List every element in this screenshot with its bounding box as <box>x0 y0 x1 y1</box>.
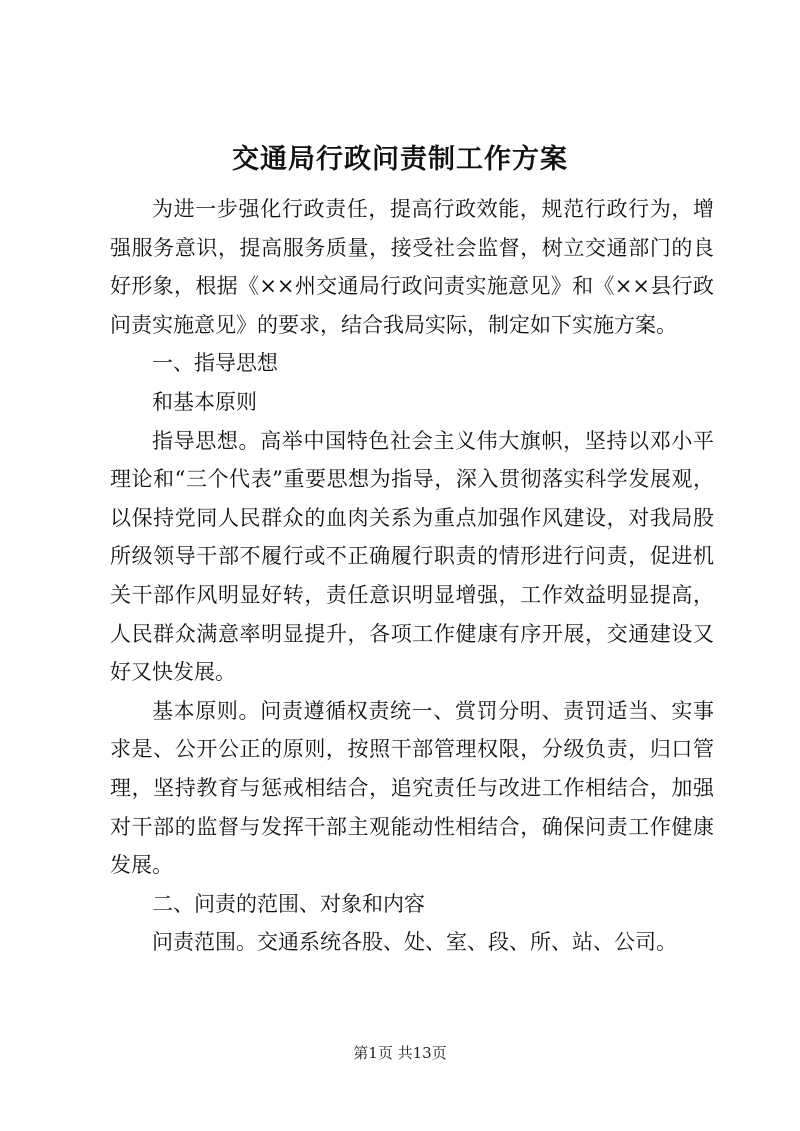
document-body <box>110 190 714 962</box>
intro-paragraph: 为进一步强化行政责任，提高行政效能，规范行政行为，增强服务意识，提高服务质量，接受社会监督，树立交通部门的良好形象，根据《××州交通局行政问责实施意见》和《××县行政问责实施意见》的要求，结合我局实际，制定如下实施方案。 <box>110 197 714 337</box>
scope-paragraph: 问责范围。交通系统各股、处、室、段、所、站、公司。 <box>152 930 677 955</box>
guiding-thought-paragraph: 指导思想。高举中国特色社会主义伟大旗帜，坚持以邓小平理论和“三个代表”重要思想为指导，深入贯彻落实科学发展观，以保持党同人民群众的血肉关系为重点加强作风建设，对我局股所级领导干部不履行或不正确履行职责的情形进行问责，促进机关干部作风明显好转，责任意识明显增强，工作效益明显提高，人民群众满意率明显提升，各项工作健康有序开展，交通建设又好又快发展。 <box>110 428 714 685</box>
document-title: 交通局行政问责制工作方案 <box>232 144 568 175</box>
section-heading-1-continued: 和基本原则 <box>152 389 257 414</box>
section-heading-2: 二、问责的范围、对象和内容 <box>152 891 425 916</box>
basic-principles-paragraph: 基本原则。问责遵循权责统一、赏罚分明、责罚适当、实事求是、公开公正的原则，按照干部管理权限，分级负责，归口管理，坚持教育与惩戒相结合，追究责任与改进工作相结合，加强对干部的监督与发挥干部主观能动性相结合，确保问责工作健康发展。 <box>110 698 714 878</box>
section-heading-1: 一、指导思想 <box>152 351 278 376</box>
page-number-footer: 第1页 共13页 <box>353 1044 447 1062</box>
